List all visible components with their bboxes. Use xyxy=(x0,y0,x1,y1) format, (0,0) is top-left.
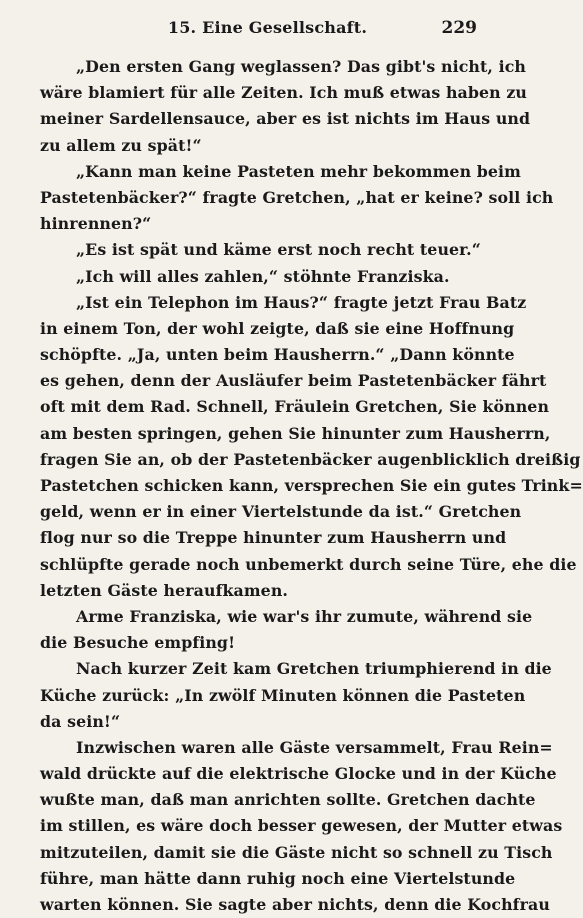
running-title: 15. Eine Gesellschaft. xyxy=(167,18,368,37)
text-line: schöpfte. „Ja, unten beim Hausherrn.“ „Dann könnte xyxy=(40,345,515,365)
text-line: es gehen, denn der Ausläufer beim Pastetenbäcker fährt xyxy=(40,371,547,391)
text-line: fragen Sie an, ob der Pastetenbäcker augenblicklich dreißig xyxy=(40,449,581,469)
body-text xyxy=(40,54,583,918)
text-line: führe, man hätte dann ruhig noch eine Viertelstunde xyxy=(40,868,516,888)
text-line: meiner Sardellensauce, aber es ist nichts im Haus und xyxy=(40,109,531,129)
page-number: 229 xyxy=(441,18,477,38)
text-line: im stillen, es wäre doch besser gewesen, der Mutter etwas xyxy=(40,816,563,836)
text-line: die Besuche empfing! xyxy=(40,633,236,653)
text-line: mitzuteilen, damit sie die Gäste nicht so schnell zu Tisch xyxy=(40,842,553,862)
text-line: flog nur so die Treppe hinunter zum Hausherrn und xyxy=(40,528,507,548)
text-line: „Kann man keine Pasteten mehr bekommen beim xyxy=(76,161,521,181)
text-line: „Es ist spät und käme erst noch recht teuer.“ xyxy=(76,240,481,260)
text-line: wußte man, daß man anrichten sollte. Gretchen dachte xyxy=(40,790,536,810)
text-line: Pastetchen schicken kann, versprechen Sie ein gutes Trink= xyxy=(40,476,583,495)
text-line: am besten springen, gehen Sie hinunter zum Hausherrn, xyxy=(40,423,551,443)
text-line: geld, wenn er in einer Viertelstunde da ist.“ Gretchen xyxy=(40,502,522,522)
page-header xyxy=(58,18,477,44)
text-line: Arme Franziska, wie war's ihr zumute, während sie xyxy=(76,606,533,626)
text-line: in einem Ton, der wohl zeigte, daß sie eine Hoffnung xyxy=(40,318,515,338)
text-line: oft mit dem Rad. Schnell, Fräulein Gretchen, Sie können xyxy=(40,397,550,417)
text-line: Nach kurzer Zeit kam Gretchen triumphierend in die xyxy=(76,659,552,679)
text-line: Küche zurück: „In zwölf Minuten können die Pasteten xyxy=(40,685,526,705)
text-line: wald drückte auf die elektrische Glocke und in der Küche xyxy=(40,764,557,784)
text-line: warten können. Sie sagte aber nichts, denn die Kochfrau xyxy=(40,895,550,914)
text-line: Pastetenbäcker?“ fragte Gretchen, „hat er keine? soll ich xyxy=(40,187,554,207)
text-line: schlüpfte gerade noch unbemerkt durch seine Türe, ehe die xyxy=(40,554,577,574)
text-line: „Ich will alles zahlen,“ stöhnte Franziska. xyxy=(76,266,450,286)
text-line: „Ist ein Telephon im Haus?“ fragte jetzt Frau Batz xyxy=(76,292,527,312)
text-line: wäre blamiert für alle Zeiten. Ich muß etwas haben zu xyxy=(40,83,528,103)
text-line: letzten Gäste heraufkamen. xyxy=(40,580,289,600)
text-line: zu allem zu spät!“ xyxy=(40,135,202,155)
text-line: da sein!“ xyxy=(40,711,121,731)
text-line: hinrennen?“ xyxy=(40,214,152,234)
text-line: „Den ersten Gang weglassen? Das gibt's nicht, ich xyxy=(76,57,527,76)
text-line: Inzwischen waren alle Gäste versammelt, Frau Rein= xyxy=(76,737,553,757)
